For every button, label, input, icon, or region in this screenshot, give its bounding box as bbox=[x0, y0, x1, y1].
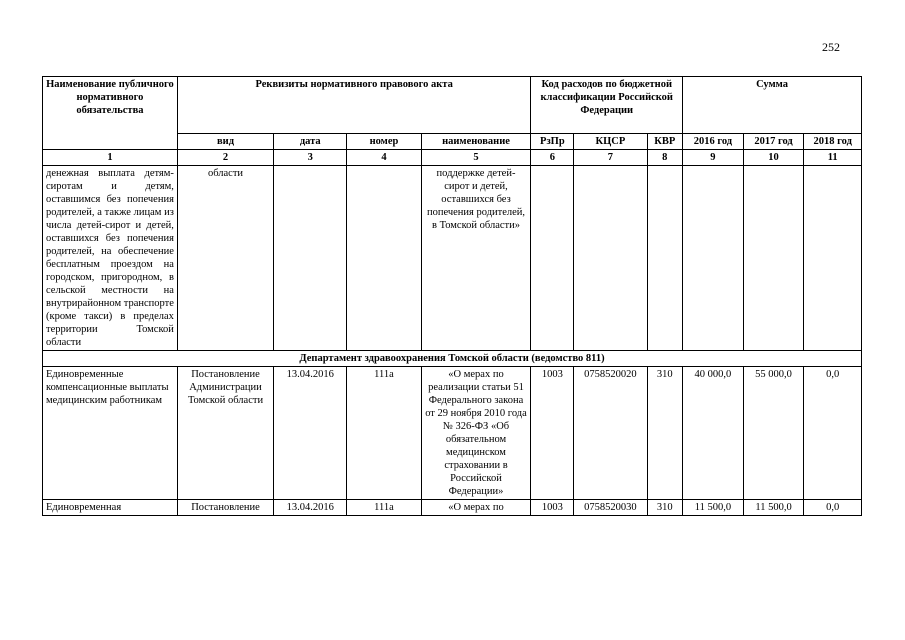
header-row bbox=[43, 77, 862, 134]
column-number: 9 bbox=[683, 150, 744, 166]
subheader-cell: дата bbox=[274, 134, 347, 150]
act-type: Постановление Администрации Томской области bbox=[177, 367, 273, 500]
code-kvr bbox=[647, 166, 683, 351]
subheader-cell: вид bbox=[177, 134, 273, 150]
obligations-table bbox=[42, 76, 862, 516]
table-row bbox=[43, 500, 862, 516]
column-numbers-row bbox=[43, 150, 862, 166]
act-date bbox=[274, 166, 347, 351]
subheader-cell: наименование bbox=[421, 134, 531, 150]
act-type: области bbox=[177, 166, 273, 351]
act-date: 13.04.2016 bbox=[274, 500, 347, 516]
sum-2017: 55 000,0 bbox=[743, 367, 804, 500]
column-number: 6 bbox=[531, 150, 574, 166]
sum-2016 bbox=[683, 166, 744, 351]
act-number bbox=[347, 166, 421, 351]
column-number: 1 bbox=[43, 150, 178, 166]
header-col-sum: Сумма bbox=[683, 77, 862, 134]
column-number: 11 bbox=[804, 150, 862, 166]
sum-2018: 0,0 bbox=[804, 500, 862, 516]
header-col-name: Наименование публичного нормативного обязательства bbox=[43, 77, 178, 150]
sum-2018: 0,0 bbox=[804, 367, 862, 500]
code-kvr: 310 bbox=[647, 367, 683, 500]
table-row bbox=[43, 367, 862, 500]
act-number: 111а bbox=[347, 500, 421, 516]
code-rzpr: 1003 bbox=[531, 367, 574, 500]
subheader-cell: КВР bbox=[647, 134, 683, 150]
column-number: 8 bbox=[647, 150, 683, 166]
code-kcsr bbox=[574, 166, 647, 351]
department-title: Департамент здравоохранения Томской области (ведомство 811) bbox=[43, 351, 862, 367]
code-kcsr: 0758520020 bbox=[574, 367, 647, 500]
header-col-act: Реквизиты нормативного правового акта bbox=[177, 77, 531, 134]
obligation-name: Единовременная bbox=[43, 500, 178, 516]
subheader-cell: КЦСР bbox=[574, 134, 647, 150]
obligation-name: денежная выплата детям-сиротам и детям, оставшимся без попечения родителей, а также лицам из числа детей-сирот и детей, оставшихся без попечения родителей, на обеспечение бесплатным проездом на городском, пригородном, в сельской местности на внутрирайонном транспорте (кроме такси) в пределах территории Томской области bbox=[43, 166, 178, 351]
subheader-cell: 2017 год bbox=[743, 134, 804, 150]
column-number: 2 bbox=[177, 150, 273, 166]
act-title: «О мерах по реализации статьи 51 Федерального закона от 29 ноября 2010 года № 326-ФЗ «Об обязательном медицинском страховании в Российской Федерации» bbox=[421, 367, 531, 500]
subheader-cell: 2016 год bbox=[683, 134, 744, 150]
column-number: 10 bbox=[743, 150, 804, 166]
code-kvr: 310 bbox=[647, 500, 683, 516]
column-number: 4 bbox=[347, 150, 421, 166]
department-row bbox=[43, 351, 862, 367]
code-kcsr: 0758520030 bbox=[574, 500, 647, 516]
sum-2017: 11 500,0 bbox=[743, 500, 804, 516]
act-number: 111а bbox=[347, 367, 421, 500]
obligation-name: Единовременные компенсационные выплаты медицинским работникам bbox=[43, 367, 178, 500]
sum-2017 bbox=[743, 166, 804, 351]
header-col-code: Код расходов по бюджетной классификации Российской Федерации bbox=[531, 77, 683, 134]
code-rzpr bbox=[531, 166, 574, 351]
subheader-cell: РзПр bbox=[531, 134, 574, 150]
sum-2018 bbox=[804, 166, 862, 351]
code-rzpr: 1003 bbox=[531, 500, 574, 516]
sum-2016: 40 000,0 bbox=[683, 367, 744, 500]
act-title: поддержке детей-сирот и детей, оставшихся без попечения родителей, в Томской области» bbox=[421, 166, 531, 351]
page-number: 252 bbox=[822, 40, 840, 54]
act-type: Постановление bbox=[177, 500, 273, 516]
subheader-cell: 2018 год bbox=[804, 134, 862, 150]
act-date: 13.04.2016 bbox=[274, 367, 347, 500]
subheader-cell: номер bbox=[347, 134, 421, 150]
sum-2016: 11 500,0 bbox=[683, 500, 744, 516]
column-number: 3 bbox=[274, 150, 347, 166]
table-row bbox=[43, 166, 862, 351]
act-title: «О мерах по bbox=[421, 500, 531, 516]
column-number: 7 bbox=[574, 150, 647, 166]
column-number: 5 bbox=[421, 150, 531, 166]
